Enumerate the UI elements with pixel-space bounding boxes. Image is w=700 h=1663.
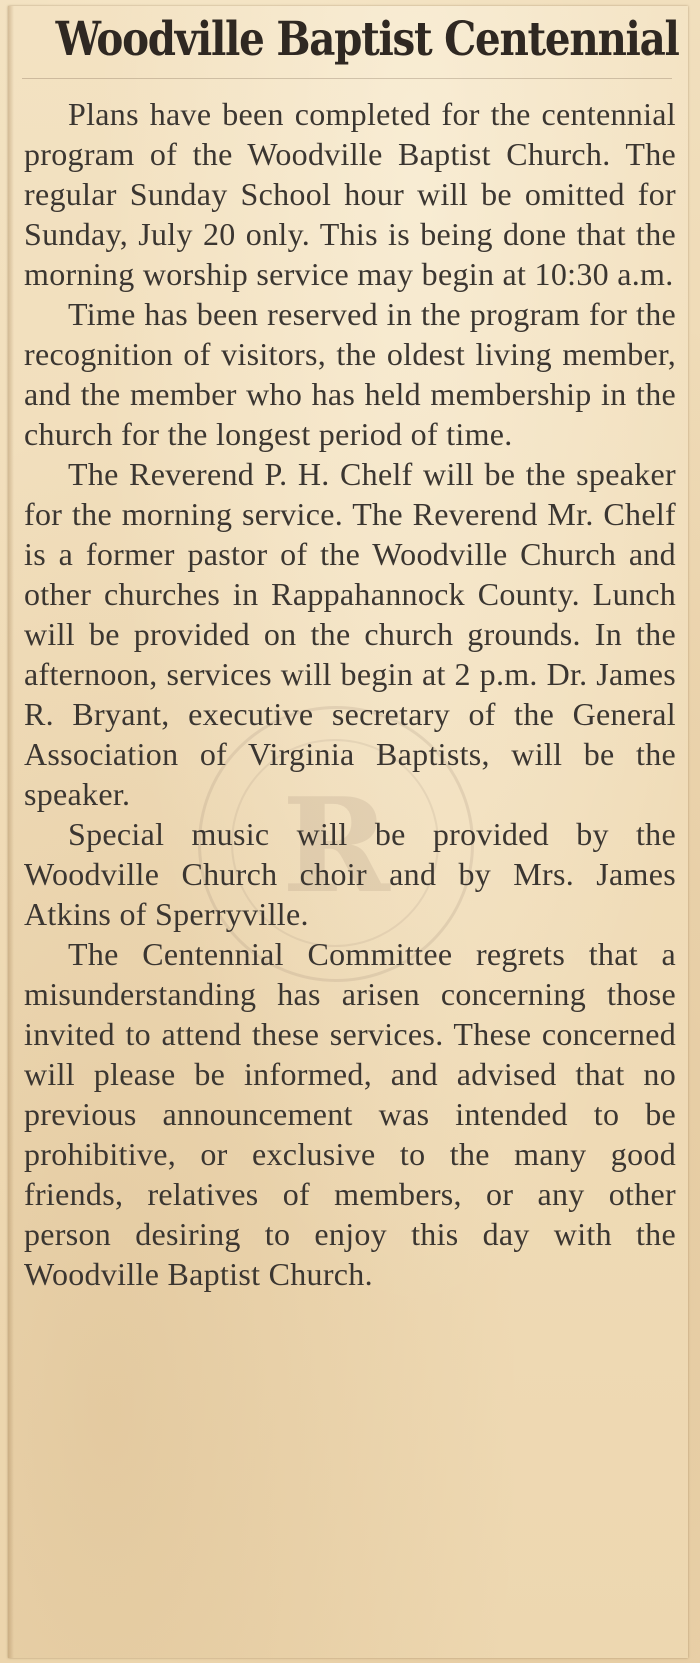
article-headline: Woodville Baptist Centennial [55,12,679,67]
paragraph-music: Special music will be provided by the Woodville Church choir and by Mrs. James Atkins of Sperryville. [24,816,676,932]
article-body [24,94,676,1294]
paragraph-recognition: Time has been reserved in the program for the recognition of visitors, the oldest living member, and the member who has held membership in the church for the longest period of time. [24,296,676,452]
paragraph-plans: Plans have been completed for the centennial program of the Woodville Baptist Church. The regular Sunday School hour will be omitted for Sunday, July 20 only. This is being done that the morning worship service may begin at 10:30 a.m. [24,96,676,292]
newspaper-clipping [8,6,688,1658]
paragraph-speakers: The Reverend P. H. Chelf will be the speaker for the morning service. The Reverend Mr. Chelf is a former pastor of the Woodville Church and other churches in Rappahannock County. Lunch will be provided on the church grounds. In the afternoon, services will begin at 2 p.m. Dr. James R. Bryant, executive secretary of the General Association of Virginia Baptists, will be the speaker. [24,456,676,812]
clipping-edge-shadow [8,6,14,1658]
headline-divider [22,78,672,79]
paragraph-committee: The Centennial Committee regrets that a misunderstanding has arisen concerning those invited to attend these services. These concerned will please be informed, and advised that no previous announcement was intended to be prohibitive, or exclusive to the many good friends, relatives of members, or any other person desiring to enjoy this day with the Woodville Baptist Church. [24,936,676,1292]
stamp-letter: R [281,769,391,922]
